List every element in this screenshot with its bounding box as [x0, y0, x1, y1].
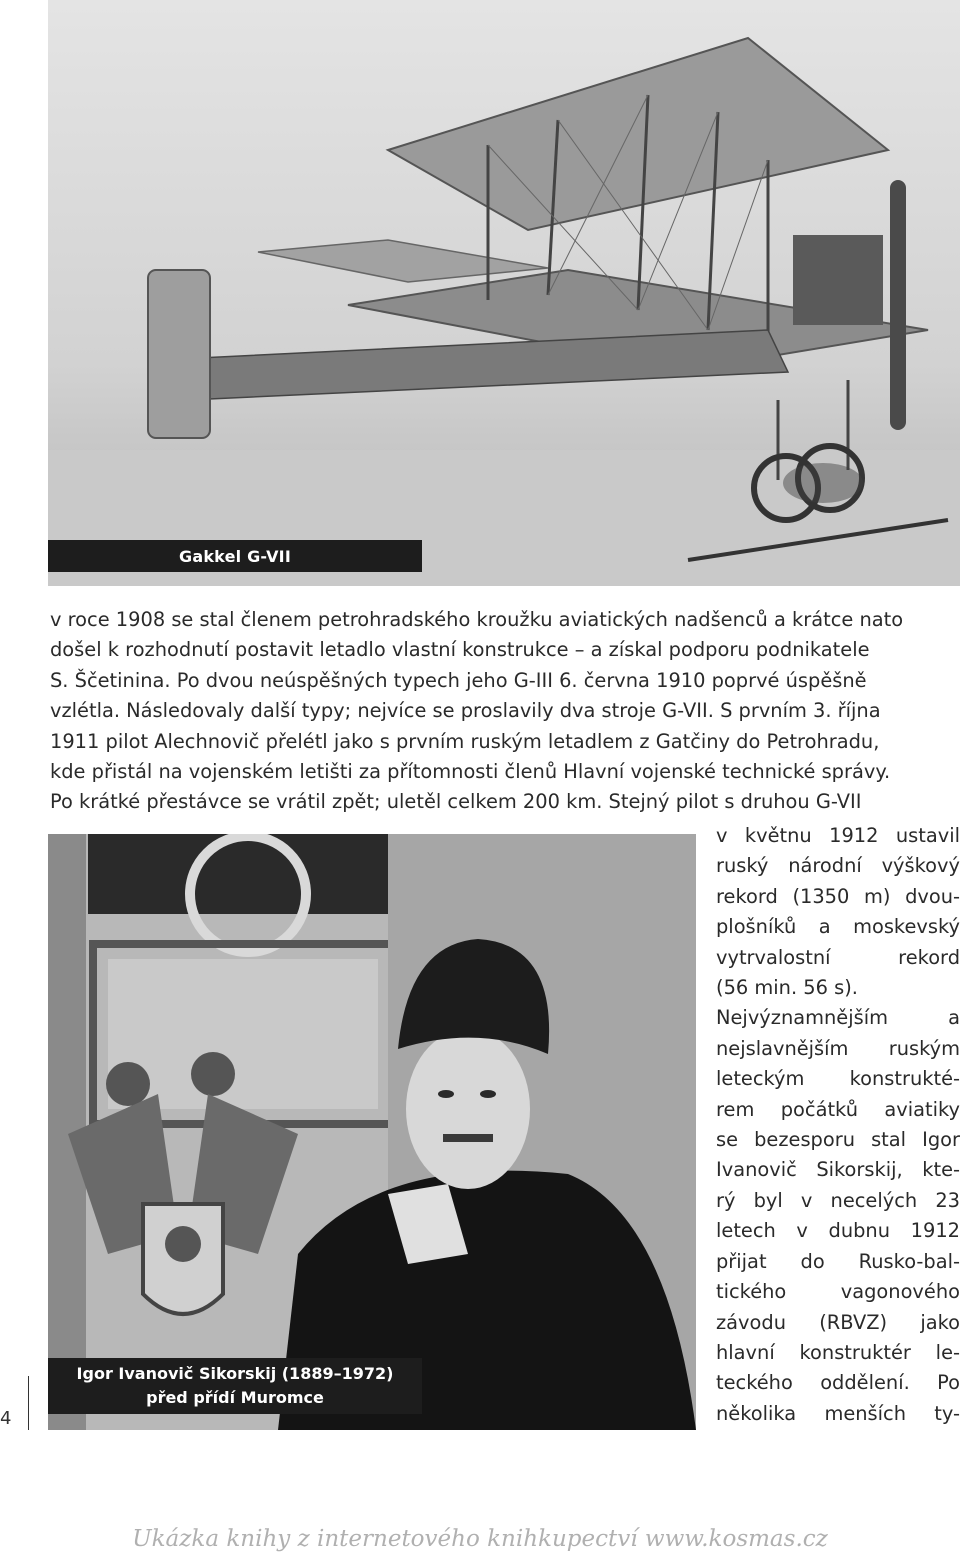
text-line: tického vagonového — [716, 1280, 960, 1304]
text-line: S. Ščetinina. Po dvou neúspěšných typech jeho G-III 6. června 1910 poprvé úspěšně — [50, 668, 867, 692]
biplane-caption: Gakkel G-VII — [48, 540, 422, 572]
text-line: několika menších ty- — [716, 1401, 960, 1425]
text-line: rý byl v necelých 23 — [716, 1188, 960, 1212]
biplane-photo — [48, 0, 960, 586]
text-line: ruský národní výškový — [716, 854, 960, 878]
portrait-caption-line: Igor Ivanovič Sikorskij (1889–1972) — [76, 1364, 394, 1383]
side-column-text — [716, 821, 960, 1429]
portrait-photo — [48, 834, 696, 1430]
lead-paragraph — [50, 605, 960, 818]
text-line: závodu (RBVZ) jako — [716, 1310, 960, 1334]
text-line: letech v dubnu 1912 — [716, 1219, 960, 1243]
text-line: rem počátků aviatiky — [716, 1097, 960, 1121]
text-line: v roce 1908 se stal členem petrohradského kroužku aviatických nadšenců a krátce nato — [50, 608, 904, 631]
text-line: (56 min. 56 s). — [716, 976, 858, 1000]
page-number-rule — [28, 1376, 29, 1430]
text-line: Ivanovič Sikorskij, kte- — [716, 1158, 960, 1182]
text-line: vytrvalostní rekord — [716, 945, 960, 969]
biplane-illustration — [48, 0, 960, 586]
text-line: Nejvýznamnějším a — [716, 1006, 960, 1030]
text-line: 1911 pilot Alechnovič přelétl jako s prvním ruským letadlem z Gatčiny do Petrohradu, — [50, 729, 880, 753]
text-line: vzlétla. Následovaly další typy; nejvíce se proslavily dva stroje G-VII. S prvním 3. října — [50, 699, 881, 723]
text-line: rekord (1350 m) dvou- — [716, 884, 960, 908]
text-line: teckého oddělení. Po — [716, 1371, 960, 1395]
page-number: 4 — [0, 1408, 12, 1429]
text-line: přijat do Rusko-bal- — [716, 1249, 960, 1273]
text-line: plošníků a moskevský — [716, 915, 960, 939]
portrait-illustration — [48, 834, 696, 1430]
text-line: v květnu 1912 ustavil — [716, 824, 960, 847]
text-line: leteckým konstrukté- — [716, 1067, 960, 1091]
text-line: hlavní konstruktér le- — [716, 1340, 960, 1364]
portrait-caption — [48, 1358, 422, 1414]
text-line: Po krátké přestávce se vrátil zpět; uletěl celkem 200 km. Stejný pilot s druhou G-VII — [50, 790, 862, 814]
text-line: kde přistál na vojenském letišti za přítomnosti členů Hlavní vojenské technické správy. — [50, 760, 891, 784]
footer-watermark[interactable]: Ukázka knihy z internetového knihkupectví www.kosmas.cz — [132, 1526, 828, 1552]
text-line: nejslavnějším ruským — [716, 1036, 960, 1060]
text-line: se bezesporu stal Igor — [716, 1128, 960, 1152]
text-line: došel k rozhodnutí postavit letadlo vlastní konstrukce – a získal podporu podnikatele — [50, 638, 870, 662]
portrait-caption-line: před přídí Muromce — [146, 1388, 324, 1407]
